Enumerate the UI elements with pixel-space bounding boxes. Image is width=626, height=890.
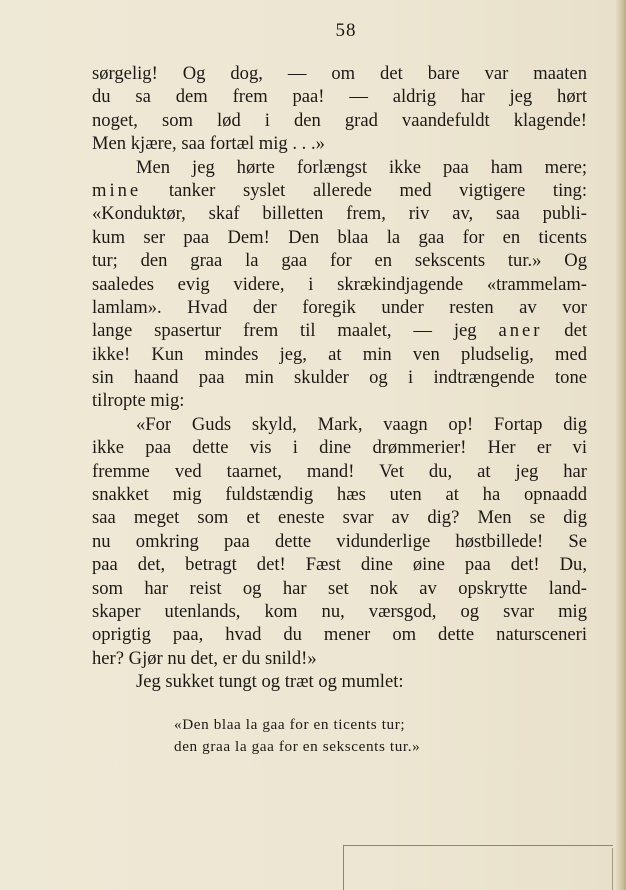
text-line: «Konduktør, skaf billetten frem, riv av, saa publi-: [92, 203, 587, 225]
text-line: tilropte mig:: [92, 390, 185, 412]
scan-artifact-line: [343, 845, 613, 846]
text-line: tur; den graa la gaa for en sekscents tur.» Og: [92, 250, 587, 272]
text-line: du sa dem frem paa! — aldrig har jeg hørt: [92, 86, 587, 108]
text-line: her? Gjør nu det, er du snild!»: [92, 647, 317, 669]
text-line: lamlam». Hvad der foregik under resten av vor: [92, 296, 587, 318]
text-line: nu omkring paa dette vidunderlige høstbillede! Se: [92, 530, 587, 552]
text-line-end: det: [564, 320, 588, 342]
text-line: ikke! Kun mindes jeg, at min ven pludselig, med: [92, 343, 587, 365]
verse-line: den graa la gaa for en sekscents tur.»: [174, 738, 421, 755]
emphasized-word: aner: [498, 320, 543, 342]
text-line: «For Guds skyld, Mark, vaagn op! Fortap dig: [136, 413, 587, 435]
scan-artifact-line: [612, 848, 613, 890]
body-text: [92, 62, 587, 694]
text-line: sørgelig! Og dog, — om det bare var maaten: [92, 63, 587, 84]
text-line: skaper utenlands, kom nu, værsgod, og svar mig: [92, 600, 587, 622]
scan-artifact-line: [343, 845, 344, 890]
text-line: Men kjære, saa fortæl mig . . .»: [92, 133, 325, 155]
text-line: som har reist og har set nok av opskrytte land-: [92, 577, 587, 599]
text-line: ikke paa dette vis i dine drømmerier! Her er vi: [92, 437, 587, 459]
text-line: Men jeg hørte forlængst ikke paa ham mere;: [136, 156, 587, 178]
text-line: noget, som lød i den grad vaandefuldt klagende!: [92, 109, 587, 131]
text-line-start: lange spasertur frem til maalet, — jeg: [92, 320, 477, 342]
text-line: sin haand paa min skulder og i indtrængende tone: [92, 367, 587, 389]
text-line: snakket mig fuldstændig hæs uten at ha opnaadd: [92, 484, 587, 506]
text-line: paa det, betragt det! Fæst dine øine paa det! Du,: [92, 554, 587, 576]
verse-quote: [174, 714, 420, 758]
text-line: Jeg sukket tungt og træt og mumlet:: [136, 671, 404, 693]
text-line: saaledes evig videre, i skrækindjagende «trammelam-: [92, 273, 587, 295]
text-line: fremme ved taarnet, mand! Vet du, at jeg har: [92, 460, 587, 482]
text-line: oprigtig paa, hvad du mener om dette natursceneri: [92, 624, 587, 646]
page-number: 58: [335, 20, 357, 41]
text-line: saa meget som et eneste svar av dig? Men se dig: [92, 507, 587, 529]
page-edge: [616, 0, 626, 890]
text-line: kum ser paa Dem! Den blaa la gaa for en ticents: [92, 226, 587, 248]
emphasized-word: mine: [92, 179, 142, 201]
verse-line: «Den blaa la gaa for en ticents tur;: [174, 716, 406, 733]
text-line-mixed: [92, 179, 587, 202]
text-line-rest: tanker syslet allerede med vigtigere ting:: [168, 179, 587, 201]
text-line-mixed: [92, 319, 587, 342]
